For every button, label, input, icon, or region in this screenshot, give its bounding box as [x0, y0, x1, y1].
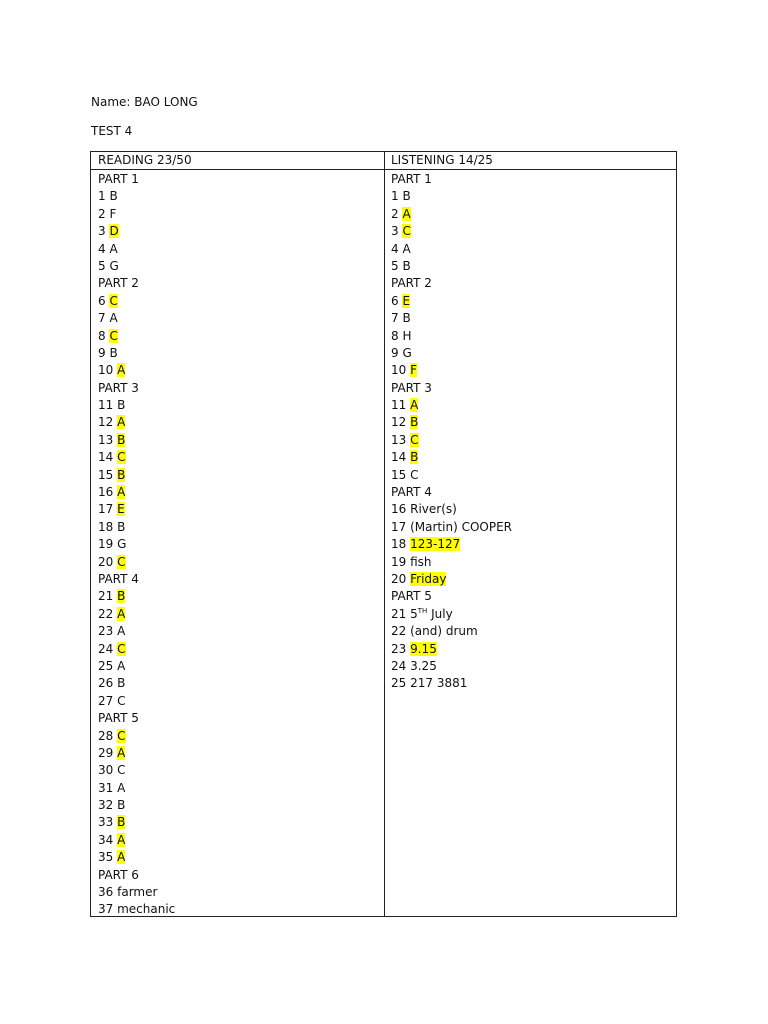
question-number: 20 [391, 571, 407, 586]
highlighted-answer [117, 729, 125, 743]
answer [117, 885, 157, 899]
question-number: 18 [98, 519, 114, 534]
reading-header: READING 23/50 [98, 153, 192, 167]
answer-text: A [117, 850, 126, 865]
answer-text: A [117, 832, 126, 847]
question-number: 8 [98, 328, 106, 343]
answer-text: (Martin) COOPER [410, 519, 512, 534]
question-number: 16 [391, 502, 407, 517]
question-number: 6 [391, 293, 399, 308]
part-label: PART 2 [98, 276, 139, 291]
question-number: 10 [98, 363, 114, 378]
answer-text: River(s) [410, 502, 457, 517]
reading-answers-column [98, 171, 175, 919]
answer [117, 537, 126, 551]
reading-answer-row [98, 345, 175, 362]
answer [117, 694, 125, 708]
question-number: 25 [391, 676, 407, 691]
question-number: 3 [98, 224, 106, 239]
answer-text: D [109, 224, 119, 239]
answer [109, 242, 117, 256]
question-number: 10 [391, 363, 407, 378]
answer-text: B [109, 345, 118, 360]
question-number: 8 [391, 328, 399, 343]
answer [410, 555, 431, 569]
reading-answer-row [98, 728, 175, 745]
highlighted-answer [117, 433, 125, 447]
listening-answer-row [391, 536, 512, 553]
answer-text: C [109, 328, 118, 343]
listening-answer-row [391, 293, 512, 310]
question-number: 15 [98, 467, 114, 482]
highlighted-answer [117, 642, 125, 656]
answer-text: B [117, 432, 126, 447]
answer [410, 607, 453, 621]
reading-answer-row [98, 449, 175, 466]
question-number: 19 [391, 554, 407, 569]
answer-text: 217 3881 [410, 676, 468, 691]
listening-answer-row [391, 606, 512, 623]
answer [402, 346, 411, 360]
answer-text: B [117, 589, 126, 604]
answer-text: C [117, 728, 126, 743]
listening-answer-row [391, 623, 512, 640]
reading-answer-row [98, 641, 175, 658]
highlighted-answer [402, 207, 410, 221]
listening-answer-row [391, 310, 512, 327]
answer-text: E [402, 293, 411, 308]
reading-part-heading [98, 171, 175, 188]
answer [410, 624, 478, 638]
reading-answer-row [98, 484, 175, 501]
answer-text: B [410, 450, 419, 465]
answer-text: (and) drum [410, 624, 478, 639]
answer-text: A [117, 780, 126, 795]
listening-answer-row [391, 571, 512, 588]
question-number: 1 [391, 189, 399, 204]
reading-answer-row [98, 658, 175, 675]
question-number: 28 [98, 728, 114, 743]
question-number: 30 [98, 763, 114, 778]
answer-text: farmer [117, 885, 158, 900]
question-number: 32 [98, 798, 114, 813]
highlighted-answer [117, 502, 125, 516]
answer-text: 9.15 [410, 641, 437, 656]
answer-text: B [117, 519, 126, 534]
answer [402, 242, 410, 256]
highlighted-answer [109, 294, 117, 308]
answer [402, 189, 410, 203]
listening-answer-row [391, 206, 512, 223]
question-number: 3 [391, 224, 399, 239]
answer-text: C [410, 432, 419, 447]
answer [117, 520, 125, 534]
answer-text: B [117, 798, 126, 813]
part-label: PART 3 [98, 380, 139, 395]
reading-answer-row [98, 223, 175, 240]
reading-part-heading [98, 710, 175, 727]
answer-text: F [109, 206, 117, 221]
listening-part-heading [391, 588, 512, 605]
highlighted-answer [117, 485, 125, 499]
answer-text: A [117, 624, 126, 639]
reading-answer-row [98, 432, 175, 449]
part-label: PART 1 [98, 172, 139, 186]
question-number: 37 [98, 902, 114, 917]
answer [410, 502, 457, 516]
highlighted-answer [402, 224, 410, 238]
answer-text: C [117, 641, 126, 656]
question-number: 22 [98, 606, 114, 621]
reading-part-heading [98, 867, 175, 884]
reading-answer-row [98, 797, 175, 814]
answer-text: A [117, 415, 126, 430]
question-number: 9 [391, 345, 399, 360]
question-number: 29 [98, 745, 114, 760]
answer-text: A [117, 363, 126, 378]
highlighted-answer [117, 850, 125, 864]
answer-text: B [117, 398, 126, 413]
answer-text: B [410, 415, 419, 430]
question-number: 13 [391, 432, 407, 447]
answer [117, 676, 125, 690]
answer-text: F [410, 363, 418, 378]
answer-text: A [117, 485, 126, 500]
answer-text: 5 [410, 606, 418, 621]
student-name: Name: BAO LONG [91, 95, 198, 109]
question-number: 9 [98, 345, 106, 360]
answer-text-tail: July [427, 606, 453, 621]
test-title: TEST 4 [91, 124, 133, 138]
question-number: 31 [98, 780, 114, 795]
listening-answer-row [391, 414, 512, 431]
listening-answer-row [391, 467, 512, 484]
question-number: 12 [98, 415, 114, 430]
answer [117, 659, 125, 673]
reading-answer-row [98, 501, 175, 518]
highlighted-answer [402, 294, 410, 308]
question-number: 15 [391, 467, 407, 482]
highlighted-answer [410, 572, 446, 586]
reading-answer-row [98, 780, 175, 797]
question-number: 33 [98, 815, 114, 830]
reading-answer-row [98, 536, 175, 553]
listening-answer-row [391, 432, 512, 449]
reading-part-heading [98, 275, 175, 292]
listening-part-heading [391, 380, 512, 397]
reading-answer-row [98, 206, 175, 223]
ordinal-suffix: TH [417, 606, 428, 615]
answer-text: A [117, 658, 126, 673]
reading-answer-row [98, 519, 175, 536]
part-label: PART 3 [391, 380, 432, 395]
answer [109, 207, 116, 221]
question-number: 36 [98, 885, 114, 900]
answer-text: A [410, 398, 419, 413]
answer-text: A [402, 206, 411, 221]
reading-answer-row [98, 554, 175, 571]
reading-answer-row [98, 258, 175, 275]
answer-table [90, 151, 677, 917]
answer [117, 798, 125, 812]
highlighted-answer [109, 329, 117, 343]
answer [117, 781, 125, 795]
answer-text: Friday [410, 571, 447, 586]
answer-text: B [402, 258, 411, 273]
answer-text: C [117, 763, 126, 778]
question-number: 26 [98, 676, 114, 691]
question-number: 4 [98, 241, 106, 256]
question-number: 7 [98, 311, 106, 326]
answer-text: B [402, 311, 411, 326]
answer [117, 624, 125, 638]
reading-answer-row [98, 675, 175, 692]
highlighted-answer [117, 833, 125, 847]
highlighted-answer [410, 642, 437, 656]
question-number: 21 [98, 589, 114, 604]
listening-answer-row [391, 675, 512, 692]
part-label: PART 6 [98, 867, 139, 882]
question-number: 1 [98, 189, 106, 204]
answer [117, 763, 125, 777]
question-number: 18 [391, 537, 407, 552]
highlighted-answer [117, 450, 125, 464]
answer-text: 123-127 [410, 537, 461, 552]
part-label: PART 4 [98, 571, 139, 586]
answer [109, 346, 117, 360]
question-number: 21 [391, 606, 407, 621]
listening-part-heading [391, 171, 512, 188]
question-number: 23 [98, 624, 114, 639]
reading-answer-row [98, 310, 175, 327]
question-number: 11 [98, 398, 114, 413]
answer-text: A [402, 241, 411, 256]
highlighted-answer [117, 815, 125, 829]
highlighted-answer [109, 224, 118, 238]
question-number: 16 [98, 485, 114, 500]
answer-text: A [117, 745, 126, 760]
highlighted-answer [117, 363, 125, 377]
answer-text: A [117, 606, 126, 621]
reading-answer-row [98, 606, 175, 623]
reading-answer-row [98, 762, 175, 779]
listening-answer-row [391, 501, 512, 518]
answer-text: 3.25 [410, 658, 437, 673]
question-number: 24 [98, 641, 114, 656]
listening-part-heading [391, 484, 512, 501]
highlighted-answer [117, 589, 125, 603]
column-divider [384, 152, 385, 916]
question-number: 23 [391, 641, 407, 656]
answer-text: C [117, 554, 126, 569]
reading-answer-row [98, 362, 175, 379]
listening-answer-row [391, 397, 512, 414]
answer [410, 468, 418, 482]
highlighted-answer [117, 555, 125, 569]
listening-answer-row [391, 345, 512, 362]
answer-text: B [117, 467, 126, 482]
listening-answer-row [391, 449, 512, 466]
header-divider [91, 169, 676, 170]
answer [109, 189, 117, 203]
question-number: 6 [98, 293, 106, 308]
part-label: PART 1 [391, 172, 432, 186]
question-number: 2 [98, 206, 106, 221]
answer-text: E [117, 502, 125, 517]
highlighted-answer [410, 363, 417, 377]
reading-answer-row [98, 832, 175, 849]
reading-answer-row [98, 745, 175, 762]
part-label: PART 4 [391, 485, 432, 500]
answer [109, 311, 117, 325]
question-number: 13 [98, 432, 114, 447]
reading-answer-row [98, 588, 175, 605]
answer [117, 398, 125, 412]
listening-header: LISTENING 14/25 [391, 153, 493, 167]
reading-answer-row [98, 623, 175, 640]
answer-text: C [410, 467, 419, 482]
listening-answer-row [391, 641, 512, 658]
reading-answer-row [98, 467, 175, 484]
answer-text: C [402, 224, 411, 239]
reading-part-heading [98, 380, 175, 397]
listening-part-heading [391, 275, 512, 292]
listening-answer-row [391, 188, 512, 205]
answer-text: mechanic [117, 902, 176, 917]
listening-answer-row [391, 223, 512, 240]
answer-text: G [117, 537, 127, 552]
answer-text: fish [410, 554, 432, 569]
reading-answer-row [98, 241, 175, 258]
answer-text: C [109, 293, 118, 308]
reading-answer-row [98, 814, 175, 831]
question-number: 14 [391, 450, 407, 465]
answer-text: H [402, 328, 412, 343]
answer-text: B [117, 676, 126, 691]
answer [402, 259, 410, 273]
question-number: 14 [98, 450, 114, 465]
answer-text: B [402, 189, 411, 204]
answer [117, 902, 175, 916]
reading-answer-row [98, 188, 175, 205]
listening-answer-row [391, 658, 512, 675]
answer-text: C [117, 693, 126, 708]
reading-part-heading [98, 571, 175, 588]
highlighted-answer [410, 415, 418, 429]
reading-answer-row [98, 884, 175, 901]
question-number: 11 [391, 398, 407, 413]
listening-answer-row [391, 258, 512, 275]
answer-text: A [109, 311, 118, 326]
answer [402, 311, 410, 325]
answer-text: C [117, 450, 126, 465]
listening-answer-row [391, 241, 512, 258]
question-number: 34 [98, 832, 114, 847]
listening-answer-row [391, 328, 512, 345]
question-number: 12 [391, 415, 407, 430]
part-label: PART 5 [391, 589, 432, 604]
answer [410, 520, 512, 534]
question-number: 22 [391, 624, 407, 639]
listening-answer-row [391, 554, 512, 571]
reading-answer-row [98, 328, 175, 345]
question-number: 4 [391, 241, 399, 256]
question-number: 20 [98, 554, 114, 569]
question-number: 19 [98, 537, 114, 552]
reading-answer-row [98, 901, 175, 918]
answer [402, 329, 411, 343]
highlighted-answer [410, 537, 460, 551]
question-number: 7 [391, 311, 399, 326]
highlighted-answer [117, 746, 125, 760]
reading-answer-row [98, 849, 175, 866]
listening-answer-row [391, 362, 512, 379]
answer-text: B [109, 189, 118, 204]
answer-text: B [117, 815, 126, 830]
reading-answer-row [98, 693, 175, 710]
highlighted-answer [410, 433, 418, 447]
reading-answer-row [98, 414, 175, 431]
question-number: 25 [98, 658, 114, 673]
question-number: 24 [391, 658, 407, 673]
listening-answer-row [391, 519, 512, 536]
answer-text: A [109, 241, 118, 256]
highlighted-answer [117, 415, 125, 429]
listening-answers-column [391, 171, 512, 693]
answer-text: G [109, 258, 119, 273]
answer [410, 659, 437, 673]
highlighted-answer [410, 450, 418, 464]
question-number: 17 [98, 502, 114, 517]
part-label: PART 2 [391, 276, 432, 291]
part-label: PART 5 [98, 711, 139, 726]
question-number: 5 [391, 258, 399, 273]
answer-text: G [402, 345, 412, 360]
question-number: 35 [98, 850, 114, 865]
question-number: 17 [391, 519, 407, 534]
question-number: 5 [98, 258, 106, 273]
highlighted-answer [117, 607, 125, 621]
question-number: 27 [98, 693, 114, 708]
highlighted-answer [117, 468, 125, 482]
highlighted-answer [410, 398, 418, 412]
reading-answer-row [98, 293, 175, 310]
reading-answer-row [98, 397, 175, 414]
answer [109, 259, 118, 273]
question-number: 2 [391, 206, 399, 221]
answer [410, 676, 467, 690]
